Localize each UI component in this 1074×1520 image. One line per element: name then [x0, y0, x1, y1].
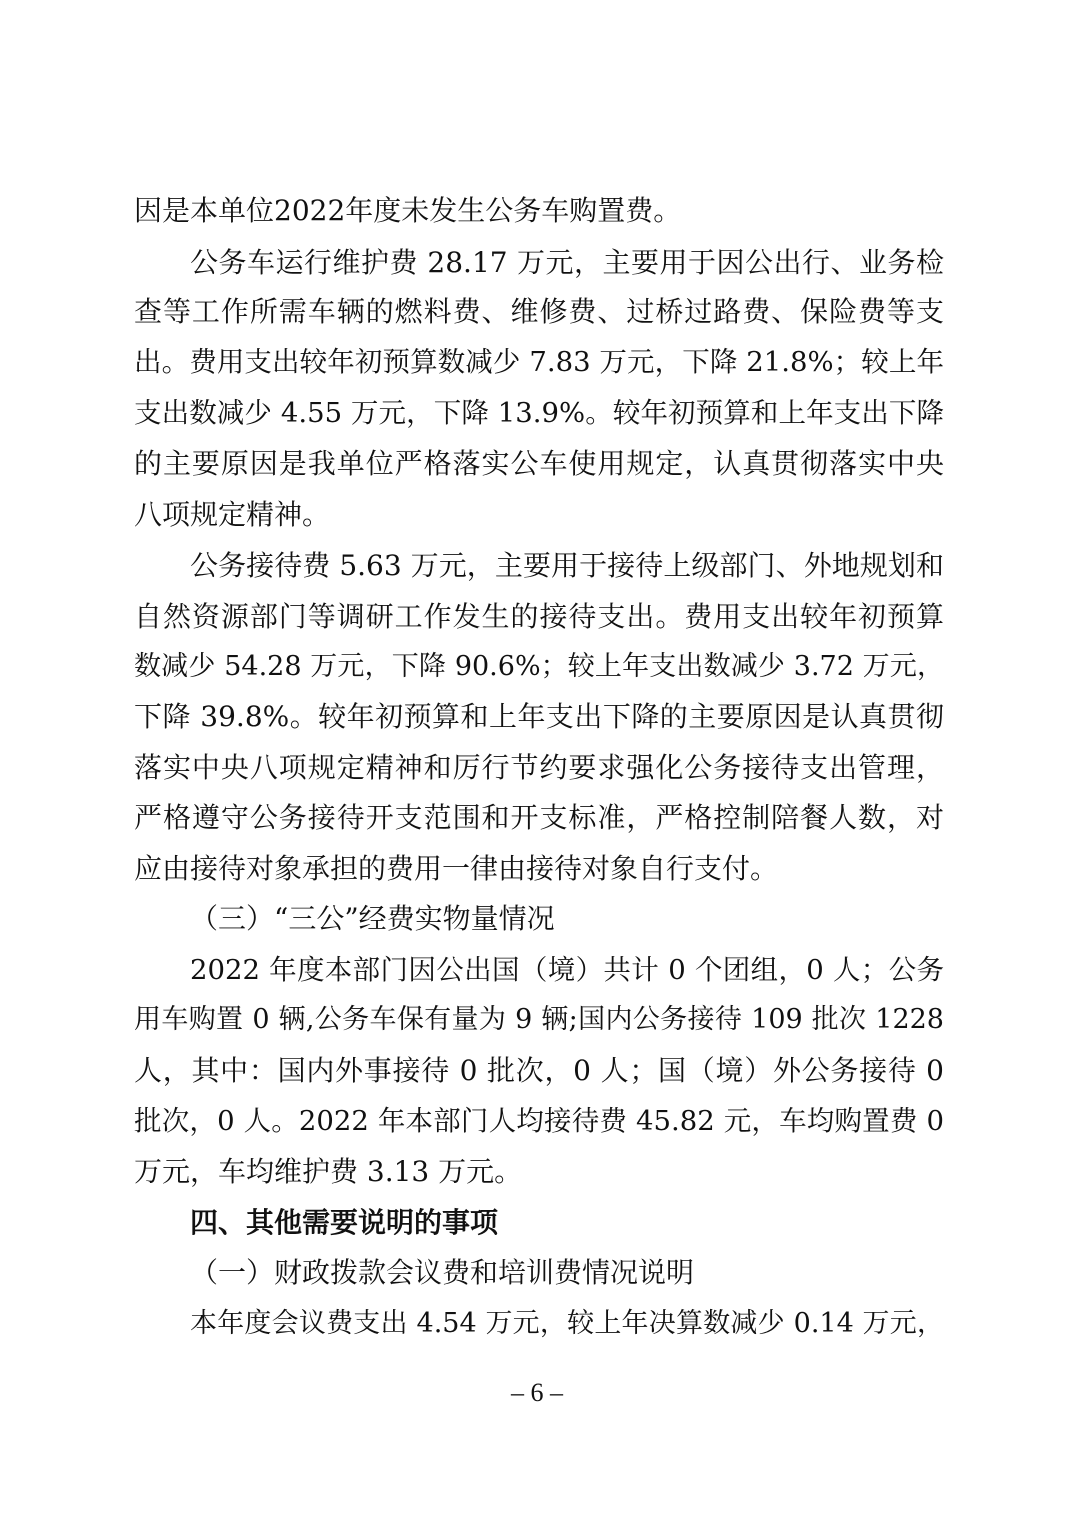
text-line: 批次，0 人。2022 年本部门人均接待费 45.82 元，车均购置费 0	[134, 1105, 944, 1137]
text-line: 万元，车均维护费 3.13 万元。	[134, 1155, 523, 1188]
text-line: 严格遵守公务接待开支范围和开支标准，严格控制陪餐人数，对	[134, 801, 944, 834]
text-line: 出。费用支出较年初预算数减少 7.83 万元，下降 21.8%；较上年	[134, 346, 944, 378]
text-line: 公务接待费 5.63 万元，主要用于接待上级部门、外地规划和	[190, 549, 944, 582]
text-line: 2022 年度本部门因公出国（境）共计 0 个团组，0 人；公务	[190, 954, 944, 986]
text-line: 因是本单位2022年度未发生公务车购置费。	[134, 194, 682, 227]
page-number: – 6 –	[511, 1378, 563, 1407]
text-line: 支出数减少 4.55 万元，下降 13.9%。较年初预算和上年支出下降	[134, 397, 944, 429]
text-line: 八项规定精神。	[134, 498, 331, 531]
text-line: 用车购置 0 辆,公务车保有量为 9 辆;国内公务接待 109 批次 1228	[134, 1004, 944, 1035]
section-heading: 四、其他需要说明的事项	[190, 1206, 499, 1239]
text-line: 公务车运行维护费 28.17 万元，主要用于因公出行、业务检	[190, 246, 944, 279]
text-line: 下降 39.8%。较年初预算和上年支出下降的主要原因是认真贯彻	[134, 700, 944, 733]
text-line: 自然资源部门等调研工作发生的接待支出。费用支出较年初预算	[134, 600, 944, 633]
text-line: 人，其中：国内外事接待 0 批次，0 人；国（境）外公务接待 0	[134, 1054, 944, 1087]
section-subheading: （三）“三公”经费实物量情况	[190, 902, 555, 935]
section-subheading: （一）财政拨款会议费和培训费情况说明	[190, 1256, 695, 1289]
text-line: 查等工作所需车辆的燃料费、维修费、过桥过路费、保险费等支	[134, 295, 944, 328]
text-line: 应由接待对象承担的费用一律由接待对象自行支付。	[134, 852, 779, 885]
text-line: 数减少 54.28 万元，下降 90.6%；较上年支出数减少 3.72 万元，	[134, 651, 944, 682]
text-line: 本年度会议费支出 4.54 万元，较上年决算数减少 0.14 万元，	[190, 1308, 944, 1339]
text-line: 的主要原因是我单位严格落实公车使用规定，认真贯彻落实中央	[134, 447, 944, 480]
text-line: 落实中央八项规定精神和厉行节约要求强化公务接待支出管理，	[134, 751, 944, 784]
